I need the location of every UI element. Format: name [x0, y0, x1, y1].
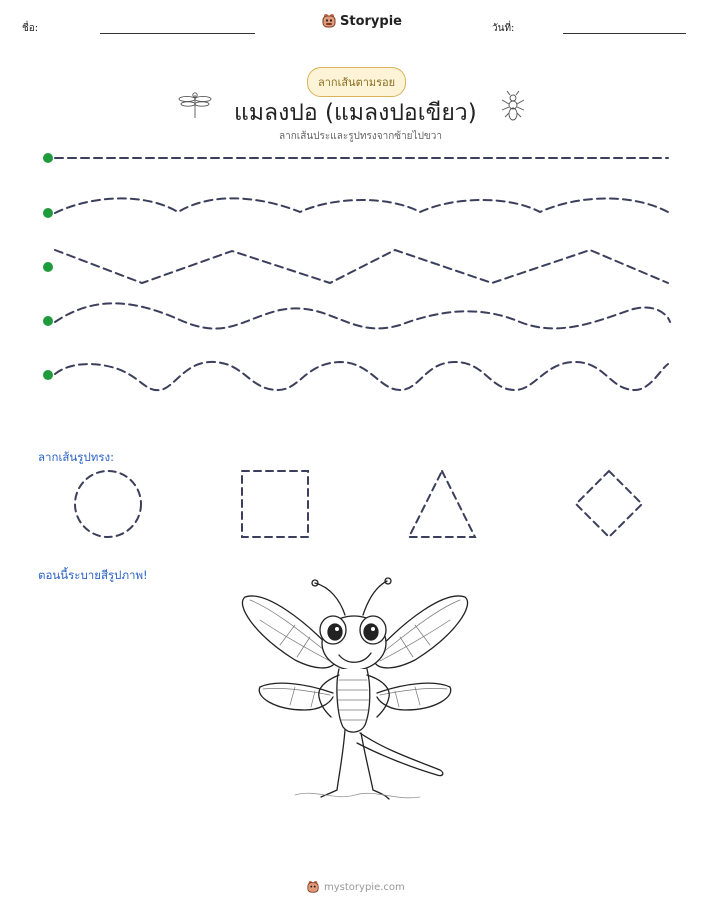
footer: [307, 880, 405, 894]
tracing-line-zigzag[interactable]: [55, 250, 668, 283]
activity-badge: ลากเส้นตามรอย: [307, 67, 406, 97]
coloring-heading: ตอนนี้ระบายสีรูปภาพ!: [38, 568, 148, 582]
start-dot: [43, 153, 53, 163]
name-line: [100, 33, 255, 34]
name-label: ชื่อ:: [22, 23, 39, 34]
brand-logo: [322, 13, 402, 29]
start-dot: [43, 370, 53, 380]
start-dot: [43, 316, 53, 326]
tracing-line-wave-2[interactable]: [55, 303, 670, 328]
start-dot: [43, 262, 53, 272]
tracing-lines-area: [0, 140, 709, 400]
worksheet-title: แมลงปอ (แมลงปอเขียว): [234, 100, 477, 126]
tracing-line-wave[interactable]: [55, 198, 668, 213]
tracing-line-curve-bumps[interactable]: [55, 362, 668, 390]
brand-name: Storypie: [340, 13, 402, 29]
dragonfly-coloring-picture[interactable]: [235, 575, 475, 810]
start-dot: [43, 208, 53, 218]
date-label: วันที่:: [492, 23, 515, 34]
storypie-mascot-icon: [322, 13, 336, 29]
tracing-shape-diamond[interactable]: [576, 471, 642, 537]
storypie-mascot-icon: [307, 880, 319, 894]
footer-site[interactable]: mystorypie.com: [324, 881, 405, 893]
tracing-shape-square[interactable]: [242, 471, 308, 537]
worksheet-subtitle: ลากเส้นประและรูปทรงจากซ้ายไปขวา: [279, 131, 442, 142]
date-line: [563, 33, 686, 34]
tracing-shapes-area: [0, 462, 709, 547]
tracing-shape-circle[interactable]: [75, 471, 141, 537]
bug-icon: [500, 90, 526, 122]
dragonfly-icon: [178, 90, 212, 120]
tracing-shape-triangle[interactable]: [409, 471, 475, 537]
shapes-heading: ลากเส้นรูปทรง:: [38, 450, 115, 464]
